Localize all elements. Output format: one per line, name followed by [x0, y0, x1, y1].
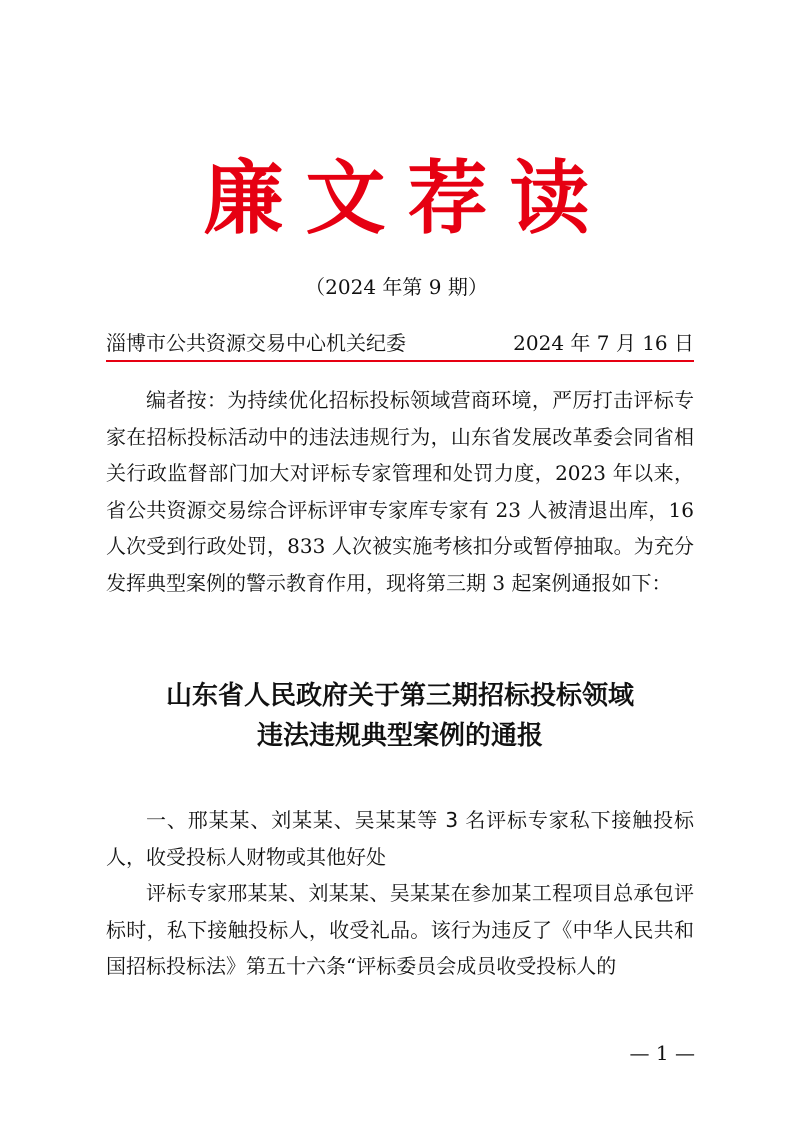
editor-note: 编者按：为持续优化招标投标领域营商环境，严厉打击评标专家在招标投标活动中的违法违规行为，山东省发展改革委会同省相关行政监督部门加大对评标专家管理和处罚力度，2023 年以来，省公共资源交易综合评标评审专家库专家有 23 人被清退出库，16 人次受到行政处罚，833 人次被实施考核扣分或暂停抽取。为充分发挥典型案例的警示教育作用，现将第三期 3 起案例通报如下： — [106, 388, 694, 595]
notice-title-line-2: 违法违规典型案例的通报 — [256, 721, 543, 751]
organization-name: 淄博市公共资源交易中心机关纪委 — [106, 331, 406, 355]
masthead-title: 廉文荐读 — [203, 151, 612, 245]
notice-title-line-1: 山东省人民政府关于第三期招标投标领域 — [165, 681, 634, 711]
red-divider — [106, 360, 694, 362]
section-body: 评标专家邢某某、刘某某、吴某某在参加某工程项目总承包评标时，私下接触投标人，收受礼品。该行为违反了《中华人民共和国招标投标法》第五十六条“评标委员会成员收受投标人的 — [106, 881, 694, 978]
issue-number: （2024 年第 9 期） — [305, 275, 488, 299]
publish-date: 2024 年 7 月 16 日 — [513, 331, 694, 355]
page-number: — 1 — — [629, 1041, 695, 1065]
section-heading: 一、邢某某、刘某某、吴某某等 3 名评标专家私下接触投标人，收受投标人财物或其他好处 — [106, 808, 694, 869]
header-line — [106, 328, 694, 358]
notice-title — [106, 676, 694, 756]
